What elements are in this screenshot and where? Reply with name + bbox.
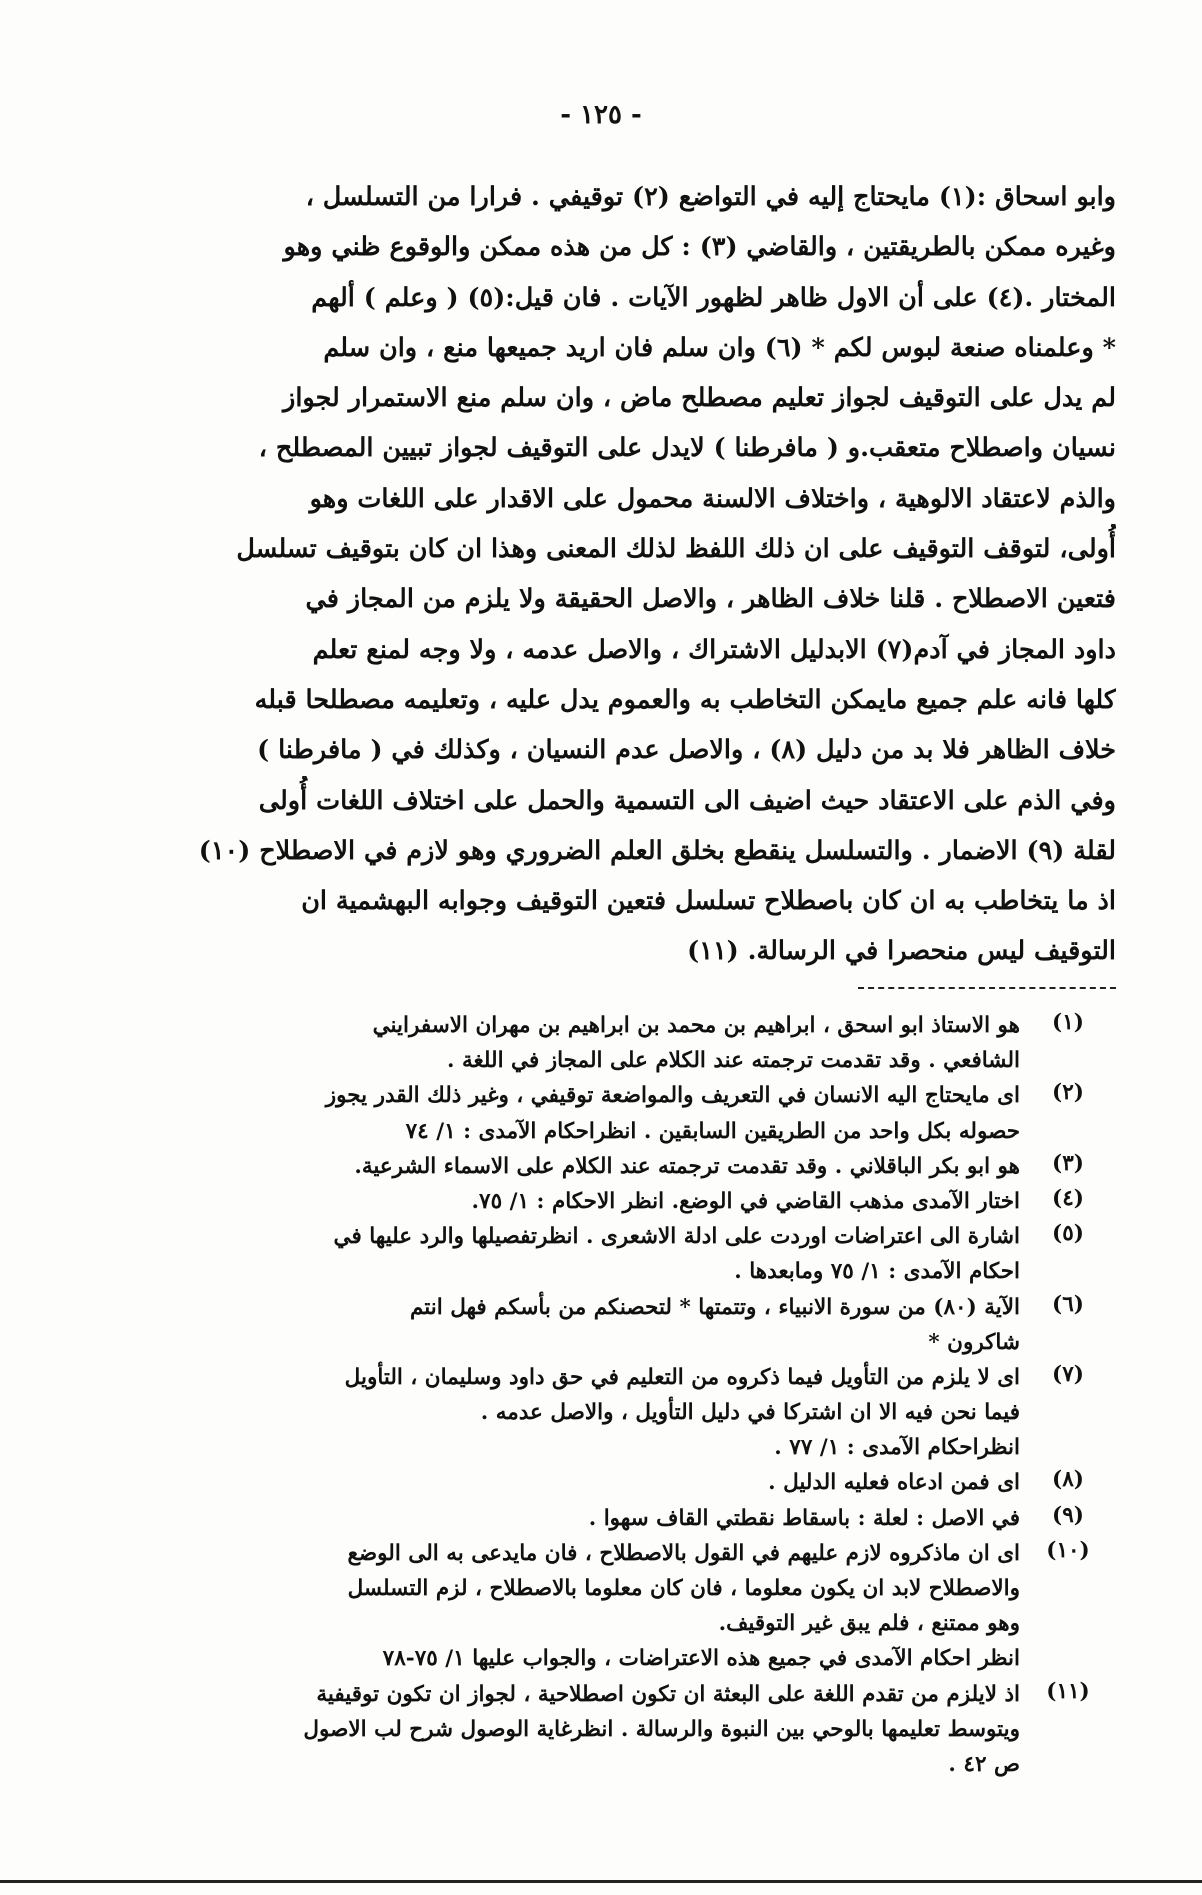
page-number: - ١٢٥ - (560, 100, 642, 130)
footnote-text (156, 1219, 1020, 1289)
body-line: وفي الذم على الاعتقاد حيث اضيف الى التسمية والحمل على اختلاف اللغات أُولى (258, 785, 1116, 816)
body-line: وغيره ممكن بالطريقتين ، والقاضي (٣) : كل من هذه ممكن والوقوع ظني وهو (283, 232, 1116, 263)
footnote-number: (٦) (1052, 1291, 1084, 1317)
body-line: التوقيف ليس منحصرا في الرسالة. (١١) (687, 936, 1116, 967)
footnote-line: انظر احكام الآمدى في جميع هذه الاعتراضات ، والجواب عليها ١/ ٧٥-٧٨ (382, 1646, 1020, 1672)
footnote (156, 1008, 1116, 1078)
footnote-text (156, 1501, 1020, 1536)
footnote-line: اى لا يلزم من التأويل فيما ذكروه من التعليم في حق داود وسليمان ، التأويل (344, 1364, 1020, 1390)
footnote-line: هو ابو بكر الباقلاني . وقد تقدمت ترجمته عند الكلام على الاسماء الشرعية. (354, 1153, 1020, 1179)
body-line: فتعين الاصطلاح . قلنا خلاف الظاهر ، والاصل الحقيقة ولا يلزم من المجاز في (305, 584, 1116, 615)
footnote-text (156, 1290, 1020, 1360)
footnote-number: (١) (1052, 1010, 1084, 1035)
footnote-number: (٤) (1052, 1185, 1084, 1211)
footnote-text (156, 1360, 1020, 1466)
footnote-line: شاكرون * (928, 1329, 1020, 1355)
body-line: وابو اسحاق :(١) مايحتاج إليه في التواضع (٢) توقيفي . فرارا من التسلسل ، (305, 182, 1116, 212)
body-line: أُولى، لتوقف التوقيف على ان ذلك اللفظ لذلك المعنى وهذا ان كان بتوقيف تسلسل (236, 534, 1116, 565)
body-line: والذم لاعتقاد الالوهية ، واختلاف الالسنة محمول على الاقدار على اللغات وهو (309, 483, 1116, 514)
footnote (156, 1677, 1116, 1783)
footnote (156, 1184, 1116, 1219)
footnote (156, 1078, 1116, 1148)
footnote-line: اذ لايلزم من تقدم اللغة على البعثة ان تكون اصطلاحية ، لجواز ان تكون توقيفية (316, 1681, 1020, 1707)
body-line: نسيان واصطلاح متعقب.و ( مافرطنا ) لايدل على التوقيف لجواز تبيين المصطلح ، (258, 433, 1116, 464)
footnote-text (156, 1677, 1020, 1783)
footnote-text (156, 1536, 1020, 1677)
footnote-line: في الاصل : لعلة : باسقاط نقطتي القاف سهوا . (588, 1505, 1020, 1531)
footnote (156, 1536, 1116, 1677)
footnote-line: ص ٤٢ . (948, 1751, 1020, 1777)
footnote-number: (١٠) (1046, 1537, 1090, 1563)
body-line: داود المجاز في آدم(٧) الابدليل الاشتراك ، والاصل عدمه ، ولا وجه لمنع تعلم (312, 634, 1116, 665)
footnote-number: (١١) (1046, 1678, 1090, 1704)
footnote-line: اى مايحتاج اليه الانسان في التعريف والمواضعة توقيفي ، وغير ذلك القدر يجوز (325, 1083, 1020, 1109)
body-line: لم يدل على التوقيف لجواز تعليم مصطلح ماض ، وان سلم منع الاستمرار لجواز (283, 383, 1116, 414)
footnote (156, 1501, 1116, 1536)
footnote-line: الآية (٨٠) من سورة الانبياء ، وتتمتها * لتحصنكم من بأسكم فهل انتم (409, 1294, 1020, 1320)
footnote-line: انظراحكام الآمدى : ١/ ٧٧ . (774, 1435, 1020, 1461)
footnote-line: هو الاستاذ ابو اسحق ، ابراهيم بن محمد بن ابراهيم بن مهران الاسفرايني (372, 1013, 1020, 1038)
footnote (156, 1149, 1116, 1184)
body-line: اذ ما يتخاطب به ان كان باصطلاح تسلسل فتعين التوقيف وجوابه البهشمية ان (301, 886, 1116, 917)
footnote-line: اى فمن ادعاه فعليه الدليل . (768, 1470, 1020, 1496)
footnote-number: (٨) (1052, 1467, 1084, 1493)
footnote (156, 1290, 1116, 1360)
footnote-separator (858, 987, 1116, 989)
main-text (156, 172, 1116, 977)
footnote-line: والاصطلاح لابد ان يكون معلوما ، فان كان معلوما بالاصطلاح ، لزم التسلسل (347, 1576, 1020, 1601)
footnote-number: (٥) (1052, 1221, 1084, 1247)
footnote-number: (٩) (1052, 1502, 1084, 1528)
footnote-text (156, 1078, 1020, 1148)
footnote-text (156, 1465, 1020, 1500)
footnotes (156, 1008, 1116, 1782)
footnote-text (156, 1008, 1020, 1078)
body-line: * وعلمناه صنعة لبوس لكم * (٦) وان سلم فان اريد جميعها منع ، وان سلم (323, 332, 1116, 363)
footnote-line: ويتوسط تعليمها بالوحي بين النبوة والرسالة . انظرغاية الوصول شرح لب الاصول (303, 1716, 1020, 1742)
body-line: لقلة (٩) الاضمار . والتسلسل ينقطع بخلق العلم الضروري وهو لازم في الاصطلاح (١٠) (198, 835, 1116, 866)
footnote (156, 1360, 1116, 1466)
footnote-line: اشارة الى اعتراضات اوردت على ادلة الاشعرى . انظرتفصيلها والرد عليها في (333, 1224, 1020, 1250)
footnote-line: وهو ممتنع ، فلم يبق غير التوقيف. (718, 1611, 1020, 1637)
footnote-line: فيما نحن فيه الا ان اشتركا في دليل التأويل ، والاصل عدمه . (480, 1400, 1020, 1426)
body-line: خلاف الظاهر فلا بد من دليل (٨) ، والاصل عدم النسيان ، وكذلك في ( مافرطنا ) (257, 735, 1116, 766)
footnote-line: الشافعي . وقد تقدمت ترجمته عند الكلام على المجاز في اللغة . (447, 1048, 1020, 1074)
footnote-number: (٣) (1052, 1150, 1084, 1176)
footnote-line: اى ان ماذكروه لازم عليهم في القول بالاصطلاح ، فان مايدعى به الى الوضع (347, 1540, 1020, 1566)
footnote-line: حصوله بكل واحد من الطريقين السابقين . انظراحكام الآمدى : ١/ ٧٤ (405, 1118, 1020, 1144)
footnote-line: احكام الآمدى : ١/ ٧٥ ومابعدها . (734, 1259, 1020, 1285)
footnote-number: (٢) (1052, 1080, 1084, 1106)
footnote-line: اختار الآمدى مذهب القاضي في الوضع. انظر الاحكام : ١/ ٧٥. (471, 1188, 1020, 1214)
footnote-text (156, 1184, 1020, 1219)
body-line: المختار .(٤) على أن الاول ظاهر لظهور الآيات . فان قيل:(٥) ( وعلم ) ألهم (311, 282, 1116, 313)
body-line: كلها فانه علم جميع مايمكن التخاطب به والعموم يدل عليه ، وتعليمه مصطلحا قبله (254, 684, 1116, 715)
footnote-number: (٧) (1052, 1361, 1084, 1387)
page-bottom-edge (0, 1880, 1202, 1883)
footnote-text (156, 1149, 1020, 1184)
footnote (156, 1465, 1116, 1500)
footnote (156, 1219, 1116, 1289)
